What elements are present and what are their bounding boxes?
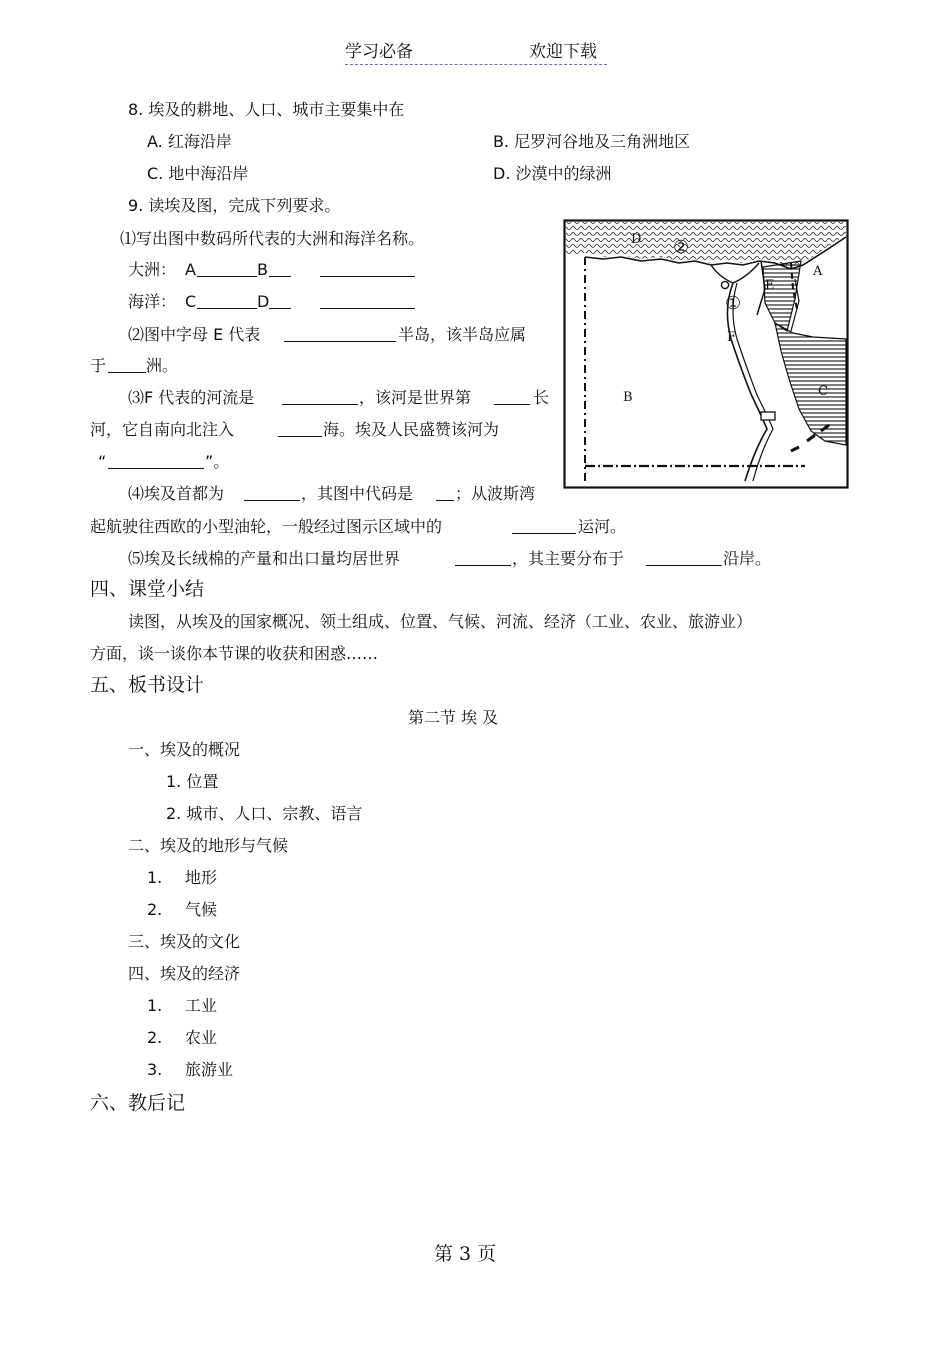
continent-label: 大洲：: [128, 260, 177, 279]
blank-capital-code[interactable]: [436, 486, 454, 501]
blank-river[interactable]: [282, 390, 358, 405]
blank-capital[interactable]: [244, 486, 300, 501]
blank-river-praise[interactable]: [108, 454, 204, 469]
map-label-f: F: [727, 330, 737, 345]
board-item-4-3: 旅游业: [185, 1060, 234, 1079]
q9-part3-e: 海。埃及人民盛赞该河为: [323, 420, 500, 439]
blank-continent-b-2[interactable]: [320, 262, 415, 277]
q9-part5-a: ⑸埃及长绒棉的产量和出口量均居世界: [128, 549, 401, 568]
board-item-4-2-num: 2.: [147, 1028, 163, 1047]
section6-title: 六、教后记: [90, 1092, 186, 1114]
board-item-2: 二、埃及的地形与气候: [128, 836, 289, 855]
blank-canal[interactable]: [512, 519, 576, 534]
board-item-4-1-num: 1.: [147, 996, 163, 1015]
blank-continent-e[interactable]: [108, 358, 146, 373]
q9-part3-a: ⑶F 代表的河流是: [128, 388, 255, 407]
section4-line1: 读图，从埃及的国家概况、领土组成、位置、气候、河流、经济（工业、农业、旅游业）: [128, 612, 753, 631]
map-label-d: D: [631, 232, 642, 247]
header-divider: [345, 64, 607, 65]
q8-option-d: D. 沙漠中的绿洲: [493, 164, 612, 183]
blank-ocean-d-1[interactable]: [269, 294, 291, 309]
q9-part3-f: “: [98, 452, 107, 471]
board-item-1-1: 1. 位置: [166, 772, 219, 791]
q9-part1: ⑴写出图中数码所代表的大洲和海洋名称。: [120, 229, 425, 248]
blank-world-rank[interactable]: [455, 551, 511, 566]
blank-ocean-d-2[interactable]: [320, 294, 415, 309]
q9-part3-c: 长: [533, 388, 550, 407]
q9-part4-e: 运河。: [578, 517, 627, 536]
ocean-c: C: [185, 292, 197, 311]
q8-option-b: B. 尼罗河谷地及三角洲地区: [493, 132, 691, 151]
q9-part4-d: 起航驶往西欧的小型油轮，一般经过图示区域中的: [90, 517, 443, 536]
header-left: 学习必备: [345, 42, 413, 62]
board-item-2-1: 地形: [185, 868, 218, 887]
blank-cotton-region[interactable]: [646, 551, 722, 566]
blank-rank[interactable]: [494, 390, 530, 405]
board-item-1: 一、埃及的概况: [128, 740, 241, 759]
map-label-a: A: [813, 264, 823, 279]
header-right: 欢迎下载: [529, 42, 597, 62]
q9-part4-c: ；从波斯湾: [455, 484, 536, 503]
q8-option-c: C. 地中海沿岸: [147, 164, 249, 183]
q9-part4-a: ⑷埃及首都为: [128, 484, 225, 503]
continent-b: B: [257, 260, 268, 279]
board-item-3: 三、埃及的文化: [128, 932, 241, 951]
egypt-map: [563, 219, 849, 489]
board-item-4-2: 农业: [185, 1028, 218, 1047]
ocean-d: D: [257, 292, 270, 311]
map-label-2: ②: [673, 237, 690, 258]
blank-sea[interactable]: [278, 422, 322, 437]
board-item-2-1-num: 1.: [147, 868, 163, 887]
blank-peninsula[interactable]: [284, 327, 396, 342]
q8-option-a: A. 红海沿岸: [147, 132, 232, 151]
aswan-dam: [761, 412, 775, 420]
board-item-4: 四、埃及的经济: [128, 964, 241, 983]
q9-part4-b: ，其图中代码是: [301, 484, 414, 503]
map-label-c: C: [818, 384, 828, 399]
board-item-1-2: 2. 城市、人口、宗教、语言: [166, 804, 363, 823]
board-item-4-3-num: 3.: [147, 1060, 163, 1079]
q9-part3-g: ”。: [205, 452, 230, 471]
blank-ocean-c[interactable]: [197, 294, 257, 309]
board-item-4-1: 工业: [185, 996, 218, 1015]
ocean-label: 海洋：: [128, 292, 177, 311]
map-label-1: ①: [725, 293, 742, 314]
blank-continent-b-1[interactable]: [269, 262, 291, 277]
board-item-2-2-num: 2.: [147, 900, 163, 919]
board-heading: 第二节 埃 及: [408, 708, 499, 727]
section4-title: 四、课堂小结: [90, 578, 205, 600]
blank-continent-a[interactable]: [197, 262, 257, 277]
map-label-b: B: [623, 390, 633, 405]
q9-part2-a: ⑵图中字母 E 代表: [128, 325, 261, 344]
continent-a: A: [185, 260, 196, 279]
q9-part5-c: 沿岸。: [723, 549, 772, 568]
board-item-2-2: 气候: [185, 900, 218, 919]
section5-title: 五、板书设计: [90, 674, 205, 696]
q9-part3-b: ，该河是世界第: [359, 388, 472, 407]
q9-part3-d: 河，它自南向北注入: [90, 420, 235, 439]
q9-part2-d: 洲。: [146, 356, 179, 375]
q8-stem: 8. 埃及的耕地、人口、城市主要集中在: [128, 100, 405, 119]
cairo-marker: [721, 281, 728, 288]
q9-part5-b: ，其主要分布于: [512, 549, 625, 568]
section4-line2: 方面，谈一谈你本节课的收获和困惑……: [90, 644, 379, 663]
q9-stem: 9. 读埃及图，完成下列要求。: [128, 196, 341, 215]
page-number: 第 3 页: [434, 1243, 497, 1265]
q9-part2-c: 于: [90, 356, 107, 375]
q9-part2-b: 半岛，该半岛应属: [398, 325, 527, 344]
map-label-e: E: [765, 278, 775, 293]
